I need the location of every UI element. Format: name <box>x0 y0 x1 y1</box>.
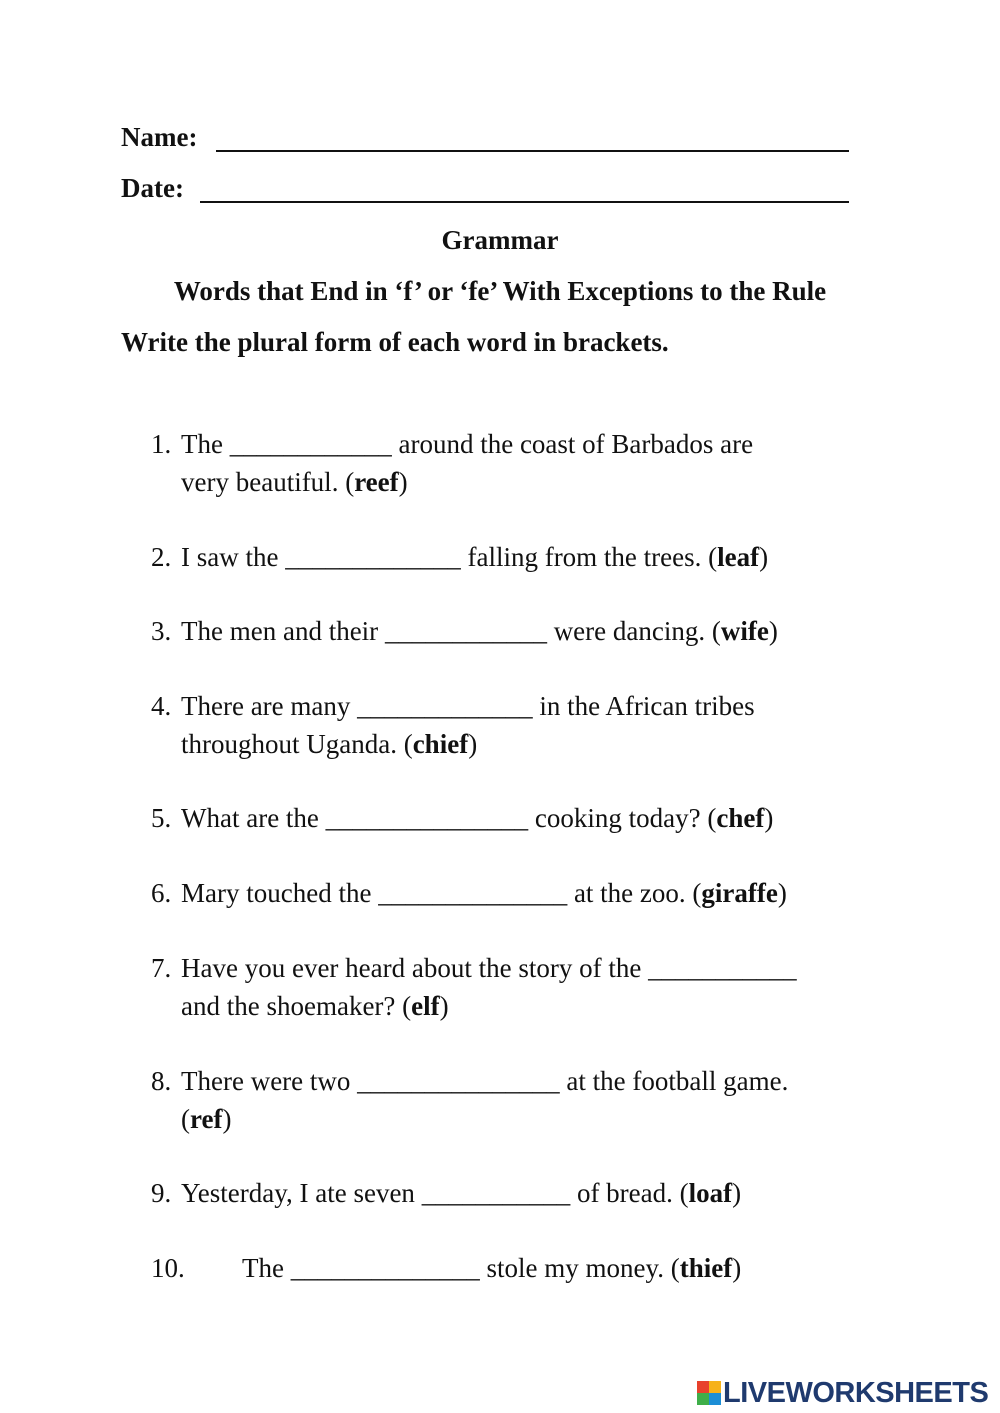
question-text: were dancing. ( <box>546 616 721 646</box>
hint-word: leaf <box>717 542 760 572</box>
question-number: 7. <box>151 953 172 983</box>
question-number: 3. <box>151 616 172 646</box>
date-line[interactable] <box>200 201 849 203</box>
question-text: ) <box>439 991 449 1021</box>
question-text: The men and their <box>181 616 385 646</box>
question-text: ) <box>468 729 478 759</box>
answer-blank[interactable]: ___________ <box>421 1178 571 1208</box>
question-text: falling from the trees. ( <box>460 542 718 572</box>
instruction: Write the plural form of each word in brackets. <box>121 327 669 357</box>
question-text: What are the <box>181 803 326 833</box>
page-title: Grammar <box>441 225 559 255</box>
question-text: Have you ever heard about the story of the <box>181 953 649 983</box>
logo-square-blue <box>709 1393 721 1405</box>
question-text: ) <box>759 542 769 572</box>
hint-word: chef <box>716 803 765 833</box>
liveworksheets-logo[interactable] <box>697 1378 988 1408</box>
question-text: cooking today? ( <box>528 803 717 833</box>
question-number: 2. <box>151 542 172 572</box>
question-number: 4. <box>151 691 172 721</box>
question-text: ( <box>181 1104 190 1134</box>
logo-square-yellow <box>709 1381 721 1393</box>
question-text: There were two <box>181 1066 358 1096</box>
answer-blank[interactable]: ______________ <box>290 1253 480 1283</box>
question-text: Mary touched the <box>181 878 379 908</box>
answer-blank[interactable]: _____________ <box>285 542 461 572</box>
liveworksheets-logo-icon <box>697 1381 721 1405</box>
hint-word: wife <box>720 616 769 646</box>
question-text: throughout Uganda. ( <box>181 729 413 759</box>
answer-blank[interactable]: _______________ <box>325 803 529 833</box>
question-text: at the zoo. ( <box>567 878 702 908</box>
logo-square-red <box>697 1381 709 1393</box>
question-text: ) <box>732 1178 742 1208</box>
question-text: ) <box>732 1253 742 1283</box>
question-text: ) <box>764 803 774 833</box>
question-text: of bread. ( <box>570 1178 689 1208</box>
question-text: and the shoemaker? ( <box>181 991 412 1021</box>
hint-word: thief <box>679 1253 733 1283</box>
question-text: The <box>181 429 230 459</box>
question-number: 1. <box>151 429 172 459</box>
question-number: 5. <box>151 803 172 833</box>
answer-blank[interactable]: ____________ <box>229 429 392 459</box>
question-text: ) <box>222 1104 232 1134</box>
question-text: I saw the <box>181 542 286 572</box>
question-text: stole my money. ( <box>479 1253 680 1283</box>
question-text: There are many <box>181 691 358 721</box>
question-text: The <box>242 1253 291 1283</box>
question-text: ) <box>777 878 787 908</box>
page-subtitle: Words that End in ‘f’ or ‘fe’ With Exceptions to the Rule <box>173 276 827 306</box>
question-number: 6. <box>151 878 172 908</box>
question-text: in the African tribes <box>532 691 755 721</box>
answer-blank[interactable]: ____________ <box>384 616 547 646</box>
question-text: around the coast of Barbados are <box>391 429 754 459</box>
date-label: Date: <box>121 173 184 203</box>
name-line[interactable] <box>216 150 849 152</box>
answer-blank[interactable]: _____________ <box>357 691 533 721</box>
hint-word: giraffe <box>701 878 778 908</box>
logo-text: LIVEWORKSHEETS <box>723 1376 989 1409</box>
name-label: Name: <box>121 122 198 152</box>
hint-word: elf <box>411 991 440 1021</box>
hint-word: ref <box>190 1104 223 1134</box>
question-number: 9. <box>151 1178 172 1208</box>
question-number: 10. <box>151 1253 185 1283</box>
answer-blank[interactable]: _______________ <box>357 1066 560 1096</box>
hint-word: chief <box>412 729 469 759</box>
logo-square-green <box>697 1393 709 1405</box>
hint-word: loaf <box>688 1178 733 1208</box>
question-number: 8. <box>151 1066 172 1096</box>
question-text: ) <box>768 616 778 646</box>
question-text: ) <box>398 467 408 497</box>
answer-blank[interactable]: ______________ <box>378 878 568 908</box>
hint-word: reef <box>354 467 399 497</box>
question-text: very beautiful. ( <box>181 467 355 497</box>
question-text: at the football game. <box>559 1066 789 1096</box>
question-text: Yesterday, I ate seven <box>181 1178 422 1208</box>
answer-blank[interactable]: ___________ <box>648 953 797 983</box>
